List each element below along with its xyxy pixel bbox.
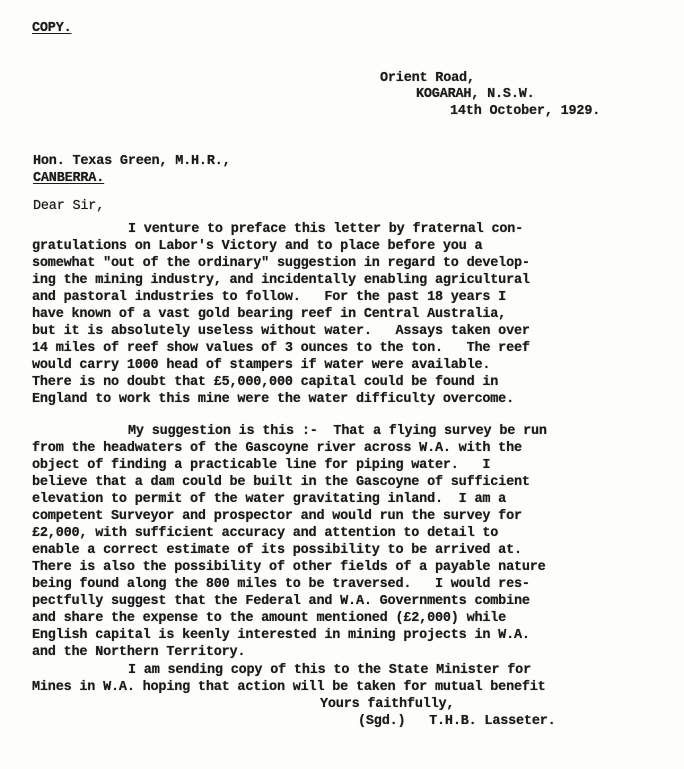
paragraph-line: have known of a vast gold bearing reef in Central Australia,: [32, 307, 507, 322]
copy-label: COPY.: [32, 21, 72, 36]
recipient-name: Hon. Texas Green, M.H.R.,: [33, 154, 231, 169]
paragraph-line: believe that a dam could be built in the Gascoyne of sufficient: [32, 475, 530, 490]
paragraph-line: but it is absolutely useless without water. Assays taken over: [32, 324, 530, 339]
paragraph-line: I venture to preface this letter by fraternal con-: [128, 222, 524, 237]
paragraph-line: 14 miles of reef show values of 3 ounces to the ton. The reef: [32, 341, 530, 356]
paragraph-line: gratulations on Labor's Victory and to place before you a: [32, 239, 483, 254]
paragraph-line: ing the mining industry, and incidentally enabling agricultural: [32, 273, 530, 288]
paragraph-line: pectfully suggest that the Federal and W.A. Governments combine: [32, 594, 530, 609]
address-suburb: KOGARAH, N.S.W.: [416, 87, 535, 102]
paragraph-line: would carry 1000 head of stampers if water were available.: [32, 358, 491, 373]
paragraph-line: somewhat "out of the ordinary" suggestion in regard to develop-: [32, 256, 530, 271]
paragraph-line: England to work this mine were the water difficulty overcome.: [32, 392, 514, 407]
paragraph-line: object of finding a practicable line for piping water. I: [32, 458, 491, 473]
paragraph-line: English capital is keenly interested in mining projects in W.A.: [32, 628, 530, 643]
paragraph-line: competent Surveyor and prospector and would run the survey for: [32, 509, 522, 524]
letter-date: 14th October, 1929.: [450, 104, 601, 119]
paragraph-line: being found along the 800 miles to be traversed. I would res-: [32, 577, 530, 592]
paragraph-line: I am sending copy of this to the State Minister for: [128, 663, 531, 678]
paragraph-line: and pastoral industries to follow. For the past 18 years I: [32, 290, 507, 305]
address-street: Orient Road,: [380, 71, 475, 86]
paragraph-line: enable a correct estimate of its possibility to be arrived at.: [32, 543, 522, 558]
paragraph-line: and the Northern Territory.: [32, 645, 246, 660]
salutation: Dear Sir,: [33, 199, 105, 214]
paragraph-line: Mines in W.A. hoping that action will be taken for mutual benefit: [32, 680, 546, 695]
recipient-city: CANBERRA.: [33, 171, 105, 186]
paragraph-line: and share the expense to the amount mentioned (£2,000) while: [32, 611, 507, 626]
paragraph-line: from the headwaters of the Gascoyne river across W.A. with the: [32, 441, 522, 456]
signature: (Sgd.) T.H.B. Lasseter.: [358, 714, 556, 729]
closing: Yours faithfully,: [320, 697, 455, 712]
paragraph-line: There is no doubt that £5,000,000 capital could be found in: [32, 375, 499, 390]
paragraph-line: elevation to permit of the water gravitating inland. I am a: [32, 492, 507, 507]
paragraph-line: My suggestion is this :- That a flying survey be run: [128, 424, 547, 439]
paragraph-line: £2,000, with sufficient accuracy and attention to detail to: [32, 526, 499, 541]
paragraph-line: There is also the possibility of other fields of a payable nature: [32, 560, 546, 575]
